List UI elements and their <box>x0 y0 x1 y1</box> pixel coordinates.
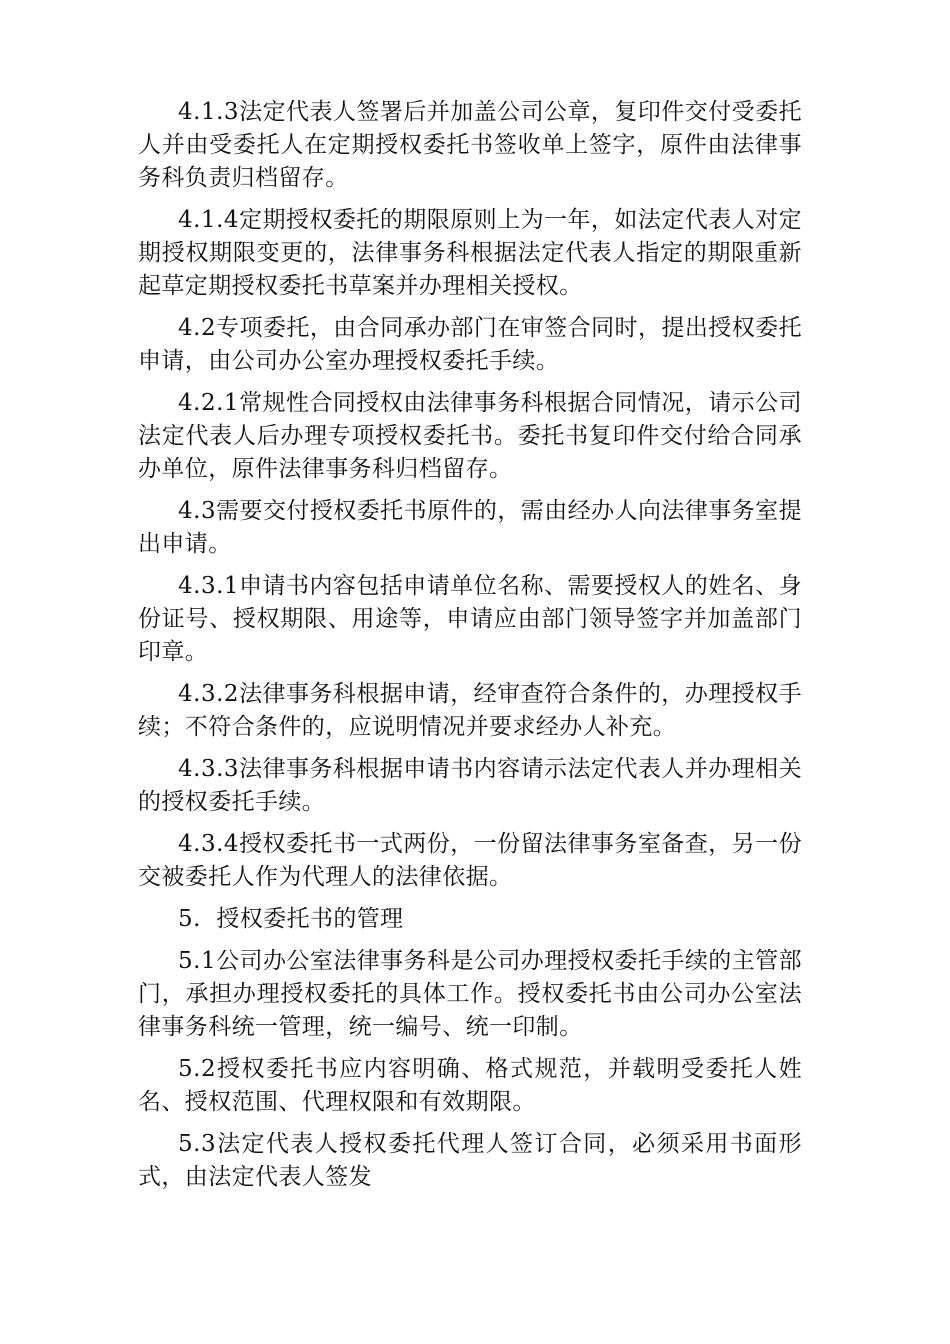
paragraph-number: 4.3.4 <box>178 831 240 857</box>
paragraph-5-1 <box>138 945 802 1044</box>
paragraph-text: 专项委托，由合同承办部门在审签合同时，提出授权委托申请，由公司办公室办理授权委托手续。 <box>138 315 802 374</box>
paragraph-text: 法定代表人授权委托代理人签订合同，必须采用书面形式，由法定代表人签发 <box>138 1131 802 1190</box>
paragraph-text: 法定代表人签署后并加盖公司公章，复印件交付受委托人并由受委托人在定期授权委托书签收单上签字，原件由法律事务科负责归档留存。 <box>138 99 802 191</box>
paragraph-number: 4.3.1 <box>178 573 240 599</box>
paragraph-number: 5.1 <box>178 948 217 974</box>
paragraph-text: 申请书内容包括申请单位名称、需要授权人的姓名、身份证号、授权期限、用途等，申请应由部门领导签字并加盖部门印章。 <box>138 573 802 665</box>
paragraph-text: 需要交付授权委托书原件的，需由经办人向法律事务室提出申请。 <box>138 498 802 557</box>
section-heading-5 <box>138 903 802 936</box>
paragraph-4-3-2 <box>138 678 802 744</box>
paragraph-number: 4.1.4 <box>178 207 240 233</box>
paragraph-number: 4.3 <box>178 498 217 524</box>
paragraph-4-3-4 <box>138 828 802 894</box>
paragraph-4-2 <box>138 312 802 378</box>
paragraph-number: 5.2 <box>178 1056 217 1082</box>
section-title: 授权委托书的管理 <box>200 906 404 932</box>
paragraph-4-3-1 <box>138 570 802 669</box>
paragraph-5-3 <box>138 1128 802 1194</box>
document-page <box>138 96 802 1203</box>
paragraph-number: 4.2 <box>178 315 217 341</box>
paragraph-number: 4.3.3 <box>178 756 240 782</box>
paragraph-number: 4.1.3 <box>178 99 240 125</box>
paragraph-number: 4.2.1 <box>178 390 240 416</box>
paragraph-text: 授权委托书一式两份，一份留法律事务室备查，另一份交被委托人作为代理人的法律依据。 <box>138 831 802 890</box>
paragraph-number: 5.3 <box>178 1131 217 1157</box>
paragraph-4-1-3 <box>138 96 802 195</box>
paragraph-4-3 <box>138 495 802 561</box>
paragraph-text: 常规性合同授权由法律事务科根据合同情况，请示公司法定代表人后办理专项授权委托书。委托书复印件交付给合同承办单位，原件法律事务科归档留存。 <box>138 390 802 482</box>
section-number: 5. <box>178 906 201 932</box>
paragraph-4-1-4 <box>138 204 802 303</box>
paragraph-number: 4.3.2 <box>178 681 240 707</box>
paragraph-text: 法律事务科根据申请，经审查符合条件的，办理授权手续；不符合条件的，应说明情况并要求经办人补充。 <box>138 681 802 740</box>
paragraph-text: 公司办公室法律事务科是公司办理授权委托手续的主管部门，承担办理授权委托的具体工作。授权委托书由公司办公室法律事务科统一管理，统一编号、统一印制。 <box>138 948 802 1040</box>
paragraph-text: 定期授权委托的期限原则上为一年，如法定代表人对定期授权期限变更的，法律事务科根据法定代表人指定的期限重新起草定期授权委托书草案并办理相关授权。 <box>138 207 802 299</box>
paragraph-text: 法律事务科根据申请书内容请示法定代表人并办理相关的授权委托手续。 <box>138 756 802 815</box>
paragraph-5-2 <box>138 1053 802 1119</box>
paragraph-4-2-1 <box>138 387 802 486</box>
paragraph-text: 授权委托书应内容明确、格式规范，并载明受委托人姓名、授权范围、代理权限和有效期限。 <box>138 1056 802 1115</box>
paragraph-4-3-3 <box>138 753 802 819</box>
